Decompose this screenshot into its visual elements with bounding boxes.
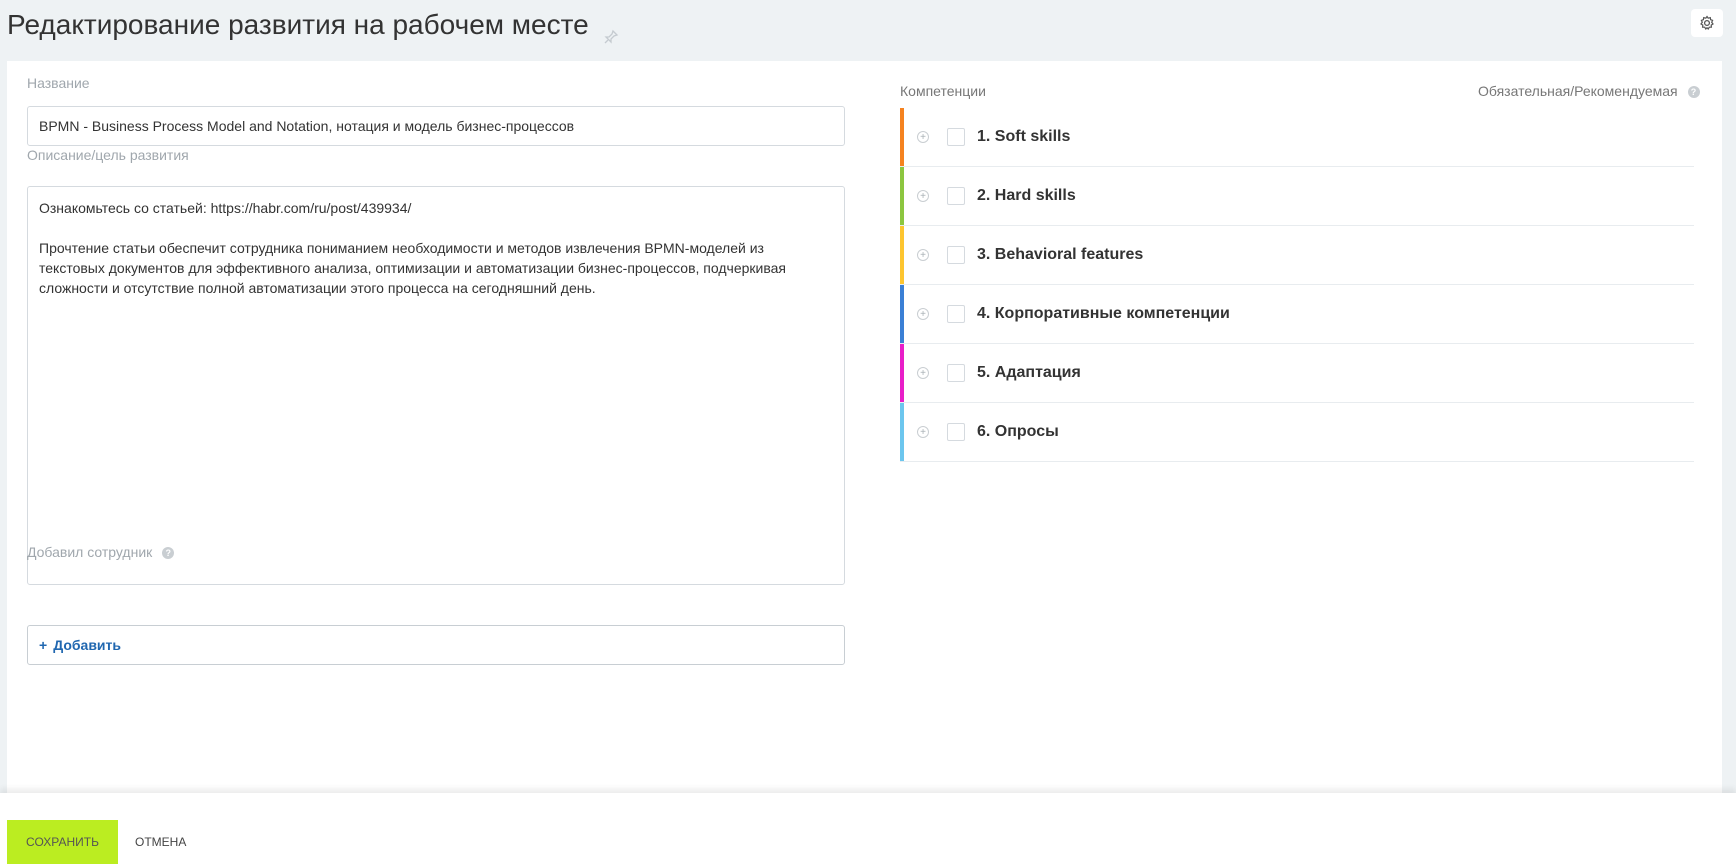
expand-icon[interactable]: +	[917, 367, 929, 379]
help-icon[interactable]: ?	[1688, 86, 1700, 98]
competency-name: 2. Hard skills	[977, 187, 1076, 204]
cancel-button[interactable]: ОТМЕНА	[135, 835, 187, 849]
competency-row-behavioral-features[interactable]	[900, 226, 1694, 285]
competency-row-surveys[interactable]	[900, 403, 1694, 462]
description-label: Описание/цель развития	[27, 147, 189, 163]
add-employee-button[interactable]	[27, 625, 845, 665]
competencies-label: Компетенции	[900, 83, 986, 99]
competency-checkbox[interactable]	[947, 187, 965, 205]
expand-icon[interactable]: +	[917, 249, 929, 261]
competency-color-bar	[900, 285, 904, 343]
competency-row-soft-skills[interactable]	[900, 108, 1694, 167]
competency-name: 4. Корпоративные компетенции	[977, 305, 1230, 322]
competency-row-corporate[interactable]	[900, 285, 1694, 344]
added-by-label-text: Добавил сотрудник	[27, 544, 153, 560]
competency-list	[900, 108, 1694, 462]
expand-icon[interactable]: +	[917, 308, 929, 320]
competency-checkbox[interactable]	[947, 423, 965, 441]
competency-color-bar	[900, 226, 904, 284]
added-by-label	[27, 544, 174, 560]
footer-bar	[0, 793, 1736, 864]
page-title-text: Редактирование развития на рабочем месте	[7, 9, 589, 40]
mandatory-recommended-label	[1478, 83, 1700, 99]
competency-name: 5. Адаптация	[977, 364, 1081, 381]
save-button[interactable]: СОХРАНИТЬ	[7, 820, 118, 864]
competency-color-bar	[900, 403, 904, 461]
competency-checkbox[interactable]	[947, 128, 965, 146]
competency-checkbox[interactable]	[947, 364, 965, 382]
competency-name: 3. Behavioral features	[977, 246, 1144, 263]
expand-icon[interactable]: +	[917, 426, 929, 438]
name-label: Название	[27, 75, 90, 91]
expand-icon[interactable]: +	[917, 131, 929, 143]
competency-checkbox[interactable]	[947, 305, 965, 323]
name-input[interactable]: BPMN - Business Process Model and Notation, нотация и модель бизнес-процессов	[27, 106, 845, 146]
competency-name: 6. Опросы	[977, 423, 1059, 440]
pin-icon[interactable]	[603, 19, 619, 35]
expand-icon[interactable]: +	[917, 190, 929, 202]
competency-row-hard-skills[interactable]	[900, 167, 1694, 226]
gear-icon	[1699, 15, 1715, 31]
competency-row-adaptation[interactable]	[900, 344, 1694, 403]
add-employee-label: Добавить	[53, 637, 121, 653]
competency-name: 1. Soft skills	[977, 128, 1071, 145]
mandatory-recommended-text: Обязательная/Рекомендуемая	[1478, 83, 1678, 99]
page-title	[7, 8, 619, 42]
description-line-1: Ознакомьтесь со статьей: https://habr.com/ru/post/439934/	[39, 200, 412, 216]
help-icon[interactable]: ?	[162, 547, 174, 559]
settings-button[interactable]	[1691, 9, 1723, 37]
description-textarea[interactable]	[27, 186, 845, 585]
competency-color-bar	[900, 108, 904, 166]
plus-icon: +	[39, 637, 48, 653]
competency-checkbox[interactable]	[947, 246, 965, 264]
competency-color-bar	[900, 344, 904, 402]
description-line-2: Прочтение статьи обеспечит сотрудника пониманием необходимости и методов извлечения BPMN-моделей из текстовых документов для эффективного анализа, оптимизации и автоматизации бизнес-процессов, подчеркивая сложности и отсутствие полной автоматизации этого процесса на сегодняшний день.	[39, 240, 786, 296]
competency-color-bar	[900, 167, 904, 225]
edit-panel	[7, 61, 1722, 793]
page-header	[0, 0, 1736, 60]
